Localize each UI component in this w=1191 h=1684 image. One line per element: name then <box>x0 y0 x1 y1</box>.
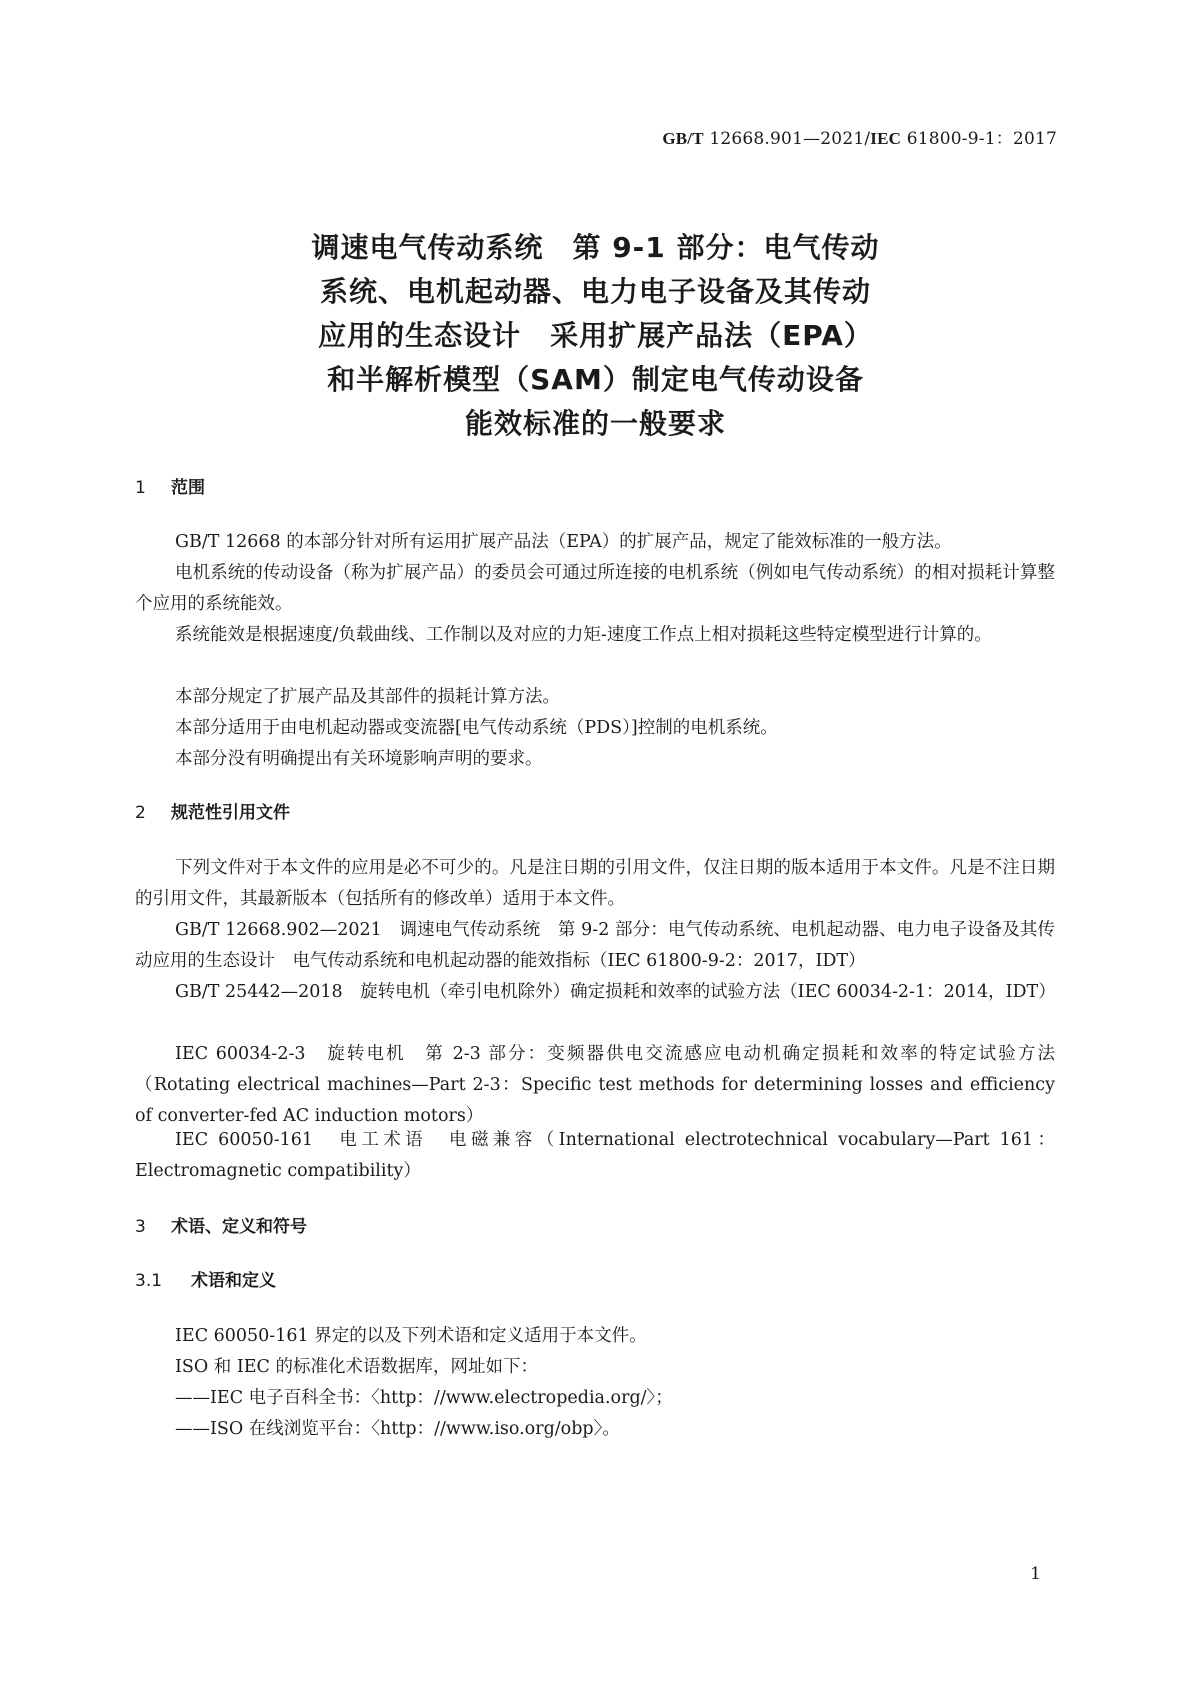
section-3-heading <box>135 1212 307 1237</box>
section-title: 规范性引用文件 <box>171 803 290 823</box>
section-2-heading <box>135 798 290 823</box>
paragraph: IEC 60050-161 界定的以及下列术语和定义适用于本文件。 <box>175 1326 647 1346</box>
section-number: 3 <box>135 1217 146 1237</box>
page-number: 1 <box>1030 1564 1041 1584</box>
section-number: 2 <box>135 803 146 823</box>
paragraph: 本部分适用于由电机起动器或变流器[电气传动系统（PDS）]控制的电机系统。 <box>175 718 778 738</box>
title-line: 系统、电机起动器、电力电子设备及其传动 <box>319 275 871 308</box>
list-item: ——IEC 电子百科全书：〈http：//www.electropedia.org/〉； <box>175 1388 673 1408</box>
title-line: 能效标准的一般要求 <box>464 407 726 440</box>
title-line: 调速电气传动系统 第 9-1 部分：电气传动 <box>311 231 880 264</box>
paragraph: 本部分规定了扩展产品及其部件的损耗计算方法。 <box>175 687 560 707</box>
standard-number: 12668.901—2021/ <box>703 129 871 149</box>
standard-code <box>662 124 1057 149</box>
reference-entry: IEC 60050-161 电工术语 电磁兼容（International electrotechnical vocabulary—Part 161：Electromagnetic compatibility） <box>135 1130 1055 1181</box>
document-title <box>0 226 1191 446</box>
paragraph: GB/T 12668 的本部分针对所有运用扩展产品法（EPA）的扩展产品，规定了能效标准的一般方法。 <box>175 532 952 552</box>
reference-entry: IEC 60034-2-3 旋转电机 第 2-3 部分：变频器供电交流感应电动机确定损耗和效率的特定试验方法（Rotating electrical machines—Part 2-3：Specific test methods for determining losses and efficiency of converter-fed AC induction motors） <box>135 1044 1055 1126</box>
section-title: 术语、定义和符号 <box>171 1217 307 1237</box>
standard-prefix: GB/T <box>662 129 704 148</box>
iec-prefix: IEC <box>870 129 902 148</box>
section-number: 1 <box>135 478 146 498</box>
reference-entry: GB/T 12668.902—2021 调速电气传动系统 第 9-2 部分：电气传动系统、电机起动器、电力电子设备及其传动应用的生态设计 电气传动系统和电机起动器的能效指标（IEC 61800-9-2：2017，IDT） <box>135 920 1055 971</box>
reference-entry: GB/T 25442—2018 旋转电机（牵引电机除外）确定损耗和效率的试验方法（IEC 60034-2-1：2014，IDT） <box>175 982 1056 1002</box>
section-1-heading <box>135 473 205 498</box>
subsection-3-1-heading <box>135 1266 276 1291</box>
iec-number: 61800-9-1：2017 <box>901 129 1057 149</box>
paragraph: 本部分没有明确提出有关环境影响声明的要求。 <box>175 749 543 769</box>
paragraph: 电机系统的传动设备（称为扩展产品）的委员会可通过所连接的电机系统（例如电气传动系统）的相对损耗计算整个应用的系统能效。 <box>135 563 1055 614</box>
paragraph: 系统能效是根据速度/负载曲线、工作制以及对应的力矩-速度工作点上相对损耗这些特定模型进行计算的。 <box>175 625 992 645</box>
subsection-number: 3.1 <box>135 1271 163 1291</box>
subsection-title: 术语和定义 <box>191 1271 276 1291</box>
title-line: 和半解析模型（SAM）制定电气传动设备 <box>327 363 864 396</box>
paragraph: 下列文件对于本文件的应用是必不可少的。凡是注日期的引用文件，仅注日期的版本适用于本文件。凡是不注日期的引用文件，其最新版本（包括所有的修改单）适用于本文件。 <box>135 858 1055 909</box>
list-item: ——ISO 在线浏览平台：〈http：//www.iso.org/obp〉。 <box>175 1419 620 1439</box>
paragraph: ISO 和 IEC 的标准化术语数据库，网址如下： <box>175 1357 539 1377</box>
title-line: 应用的生态设计 采用扩展产品法（EPA） <box>318 319 873 352</box>
section-title: 范围 <box>171 478 205 498</box>
